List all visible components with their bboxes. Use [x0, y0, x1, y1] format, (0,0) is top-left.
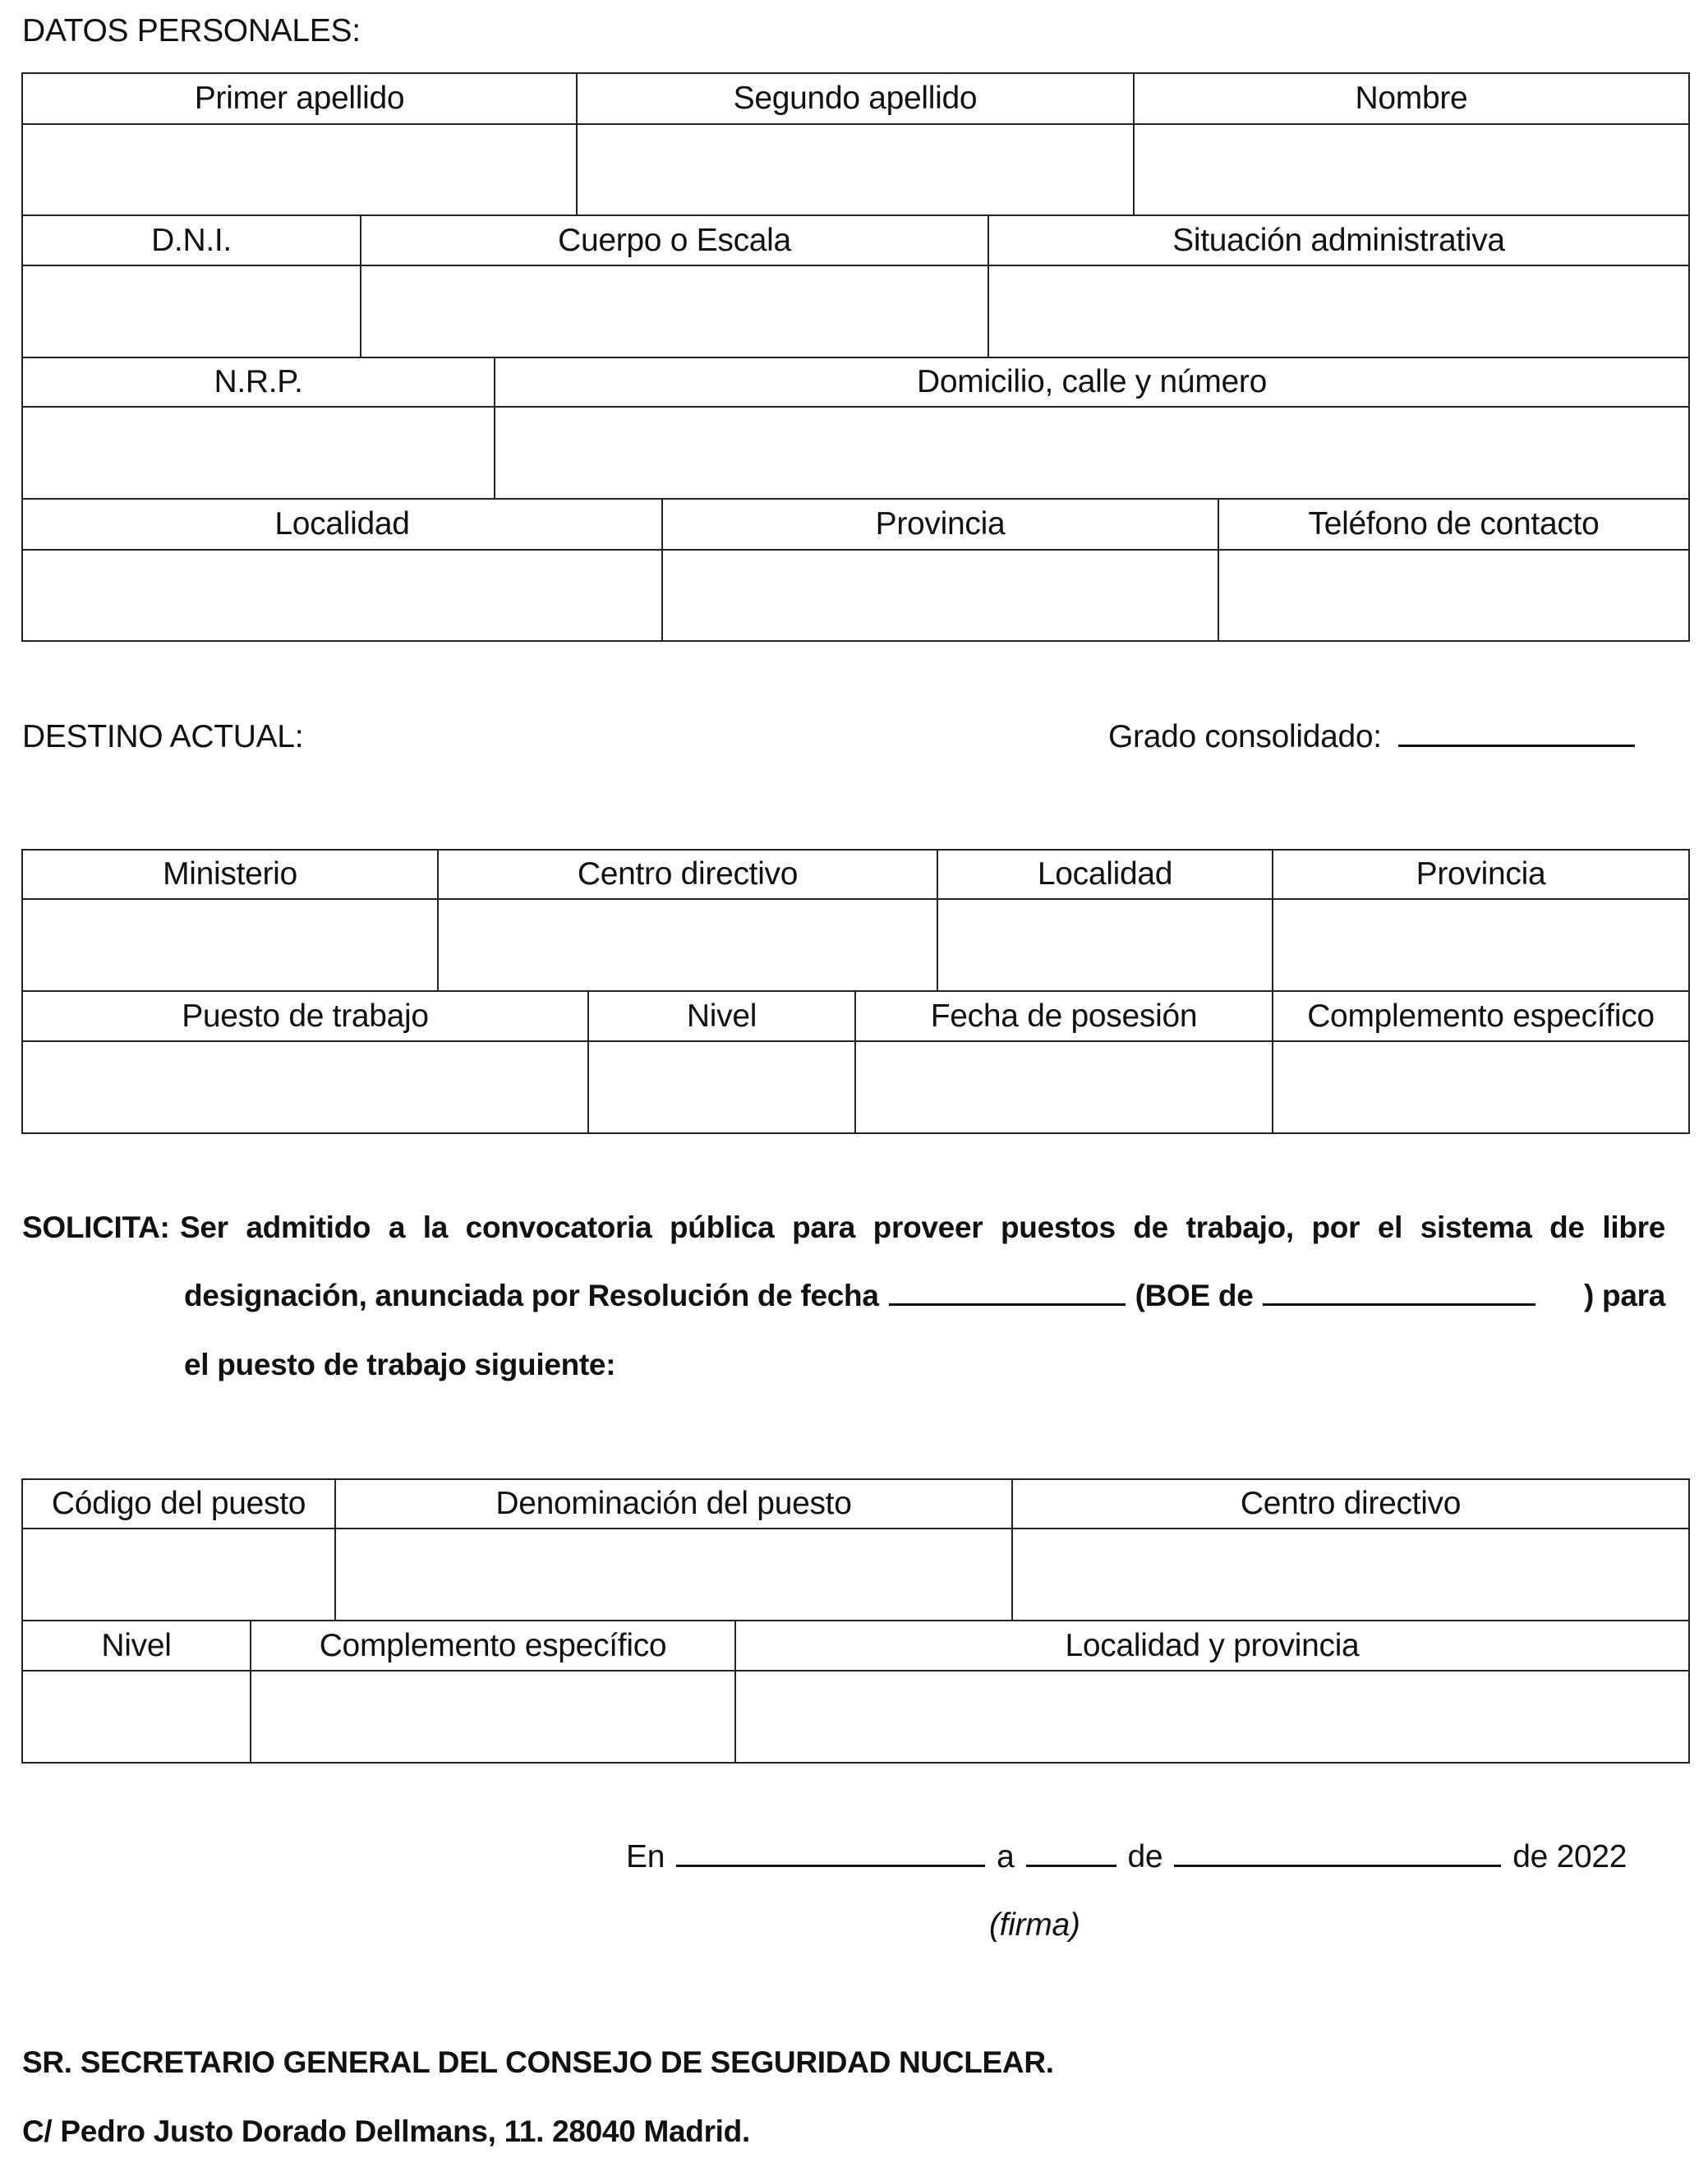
- header-provincia: Provincia: [875, 506, 1006, 542]
- day-prefix: a: [997, 1839, 1015, 1874]
- grado-consolidado-text: Grado consolidado:: [1108, 719, 1382, 754]
- field-nrp[interactable]: [23, 408, 494, 498]
- header-cuerpo-escala: Cuerpo o Escala: [558, 222, 791, 258]
- field-complemento-especifico[interactable]: [1273, 1042, 1688, 1132]
- field-destino-provincia[interactable]: [1273, 900, 1688, 990]
- field-puesto-complemento[interactable]: [251, 1671, 734, 1762]
- field-localidad-provincia[interactable]: [736, 1671, 1688, 1762]
- header-fecha-posesion: Fecha de posesión: [930, 998, 1198, 1034]
- header-localidad-provincia: Localidad y provincia: [1065, 1627, 1360, 1663]
- field-segundo-apellido[interactable]: [578, 125, 1133, 214]
- header-centro-directivo: Centro directivo: [577, 856, 799, 892]
- header-puesto-complemento: Complemento específico: [319, 1627, 667, 1663]
- header-complemento-especifico: Complemento específico: [1307, 998, 1655, 1034]
- field-telefono[interactable]: [1219, 551, 1688, 640]
- field-dni[interactable]: [23, 266, 360, 357]
- header-dni: D.N.I.: [151, 222, 232, 258]
- header-nivel: Nivel: [686, 998, 757, 1034]
- grado-consolidado-label: [1108, 721, 1635, 753]
- solicita-line-3: el puesto de trabajo siguiente:: [184, 1348, 616, 1381]
- header-puesto-centro-directivo: Centro directivo: [1240, 1486, 1462, 1521]
- grado-consolidado-field[interactable]: [1398, 745, 1635, 747]
- field-domicilio[interactable]: [495, 408, 1688, 498]
- field-nivel[interactable]: [589, 1042, 854, 1132]
- solicita-lead: SOLICITA:: [22, 1210, 170, 1244]
- field-puesto-centro-directivo[interactable]: [1013, 1529, 1688, 1620]
- field-codigo-puesto[interactable]: [23, 1529, 334, 1620]
- field-ministerio[interactable]: [23, 900, 437, 990]
- field-centro-directivo[interactable]: [439, 900, 937, 990]
- month-prefix: de: [1127, 1839, 1163, 1874]
- header-codigo-puesto: Código del puesto: [51, 1486, 306, 1521]
- header-destino-localidad: Localidad: [1037, 856, 1173, 892]
- section-title-datos-personales: DATOS PERSONALES:: [22, 13, 361, 48]
- header-segundo-apellido: Segundo apellido: [733, 81, 978, 116]
- firma-label: (firma): [989, 1907, 1080, 1943]
- field-primer-apellido[interactable]: [23, 125, 576, 214]
- header-destino-provincia: Provincia: [1416, 856, 1546, 892]
- header-nombre: Nombre: [1355, 81, 1468, 116]
- field-puesto-trabajo[interactable]: [23, 1042, 587, 1132]
- solicita-line-1: Ser admitido a la convocatoria pública para proveer puestos de trabajo, por el sistema de libre: [180, 1210, 1665, 1244]
- field-situacion-administrativa[interactable]: [989, 266, 1688, 357]
- field-localidad[interactable]: [23, 551, 661, 640]
- recipient-line-2: C/ Pedro Justo Dorado Dellmans, 11. 28040 Madrid.: [22, 2114, 750, 2148]
- place-date-line: [626, 1841, 1627, 1873]
- header-localidad: Localidad: [274, 506, 410, 542]
- resolucion-fecha-field[interactable]: [889, 1303, 1126, 1306]
- solicita-line-2-text-a: designación, anunciada por Resolución de fecha: [184, 1279, 879, 1312]
- section-title-destino-actual: DESTINO ACTUAL:: [22, 719, 304, 754]
- day-field[interactable]: [1026, 1865, 1116, 1867]
- field-puesto-nivel[interactable]: [23, 1671, 250, 1762]
- month-field[interactable]: [1174, 1865, 1501, 1867]
- header-puesto-nivel: Nivel: [101, 1627, 172, 1663]
- field-denominacion-puesto[interactable]: [336, 1529, 1011, 1620]
- boe-fecha-field[interactable]: [1263, 1303, 1535, 1306]
- header-puesto-trabajo: Puesto de trabajo: [182, 998, 429, 1034]
- field-fecha-posesion[interactable]: [856, 1042, 1272, 1132]
- solicita-line-2: [184, 1280, 1665, 1311]
- year-text: de 2022: [1512, 1839, 1627, 1874]
- field-nombre[interactable]: [1135, 125, 1688, 214]
- header-primer-apellido: Primer apellido: [194, 81, 405, 116]
- recipient-line-1: SR. SECRETARIO GENERAL DEL CONSEJO DE SEGURIDAD NUCLEAR.: [22, 2045, 1054, 2079]
- header-situacion-administrativa: Situación administrativa: [1172, 222, 1505, 258]
- header-domicilio: Domicilio, calle y número: [917, 364, 1267, 399]
- field-cuerpo-escala[interactable]: [361, 266, 988, 357]
- solicita-line-2-text-b: (BOE de: [1135, 1279, 1254, 1312]
- header-denominacion-puesto: Denominación del puesto: [495, 1486, 852, 1521]
- place-field[interactable]: [676, 1865, 985, 1867]
- place-prefix: En: [626, 1839, 665, 1874]
- field-provincia[interactable]: [663, 551, 1218, 640]
- header-ministerio: Ministerio: [163, 856, 297, 892]
- field-destino-localidad[interactable]: [938, 900, 1272, 990]
- header-telefono: Teléfono de contacto: [1308, 506, 1600, 542]
- header-nrp: N.R.P.: [214, 364, 303, 399]
- solicita-line-2-text-c: ) para: [1584, 1279, 1665, 1312]
